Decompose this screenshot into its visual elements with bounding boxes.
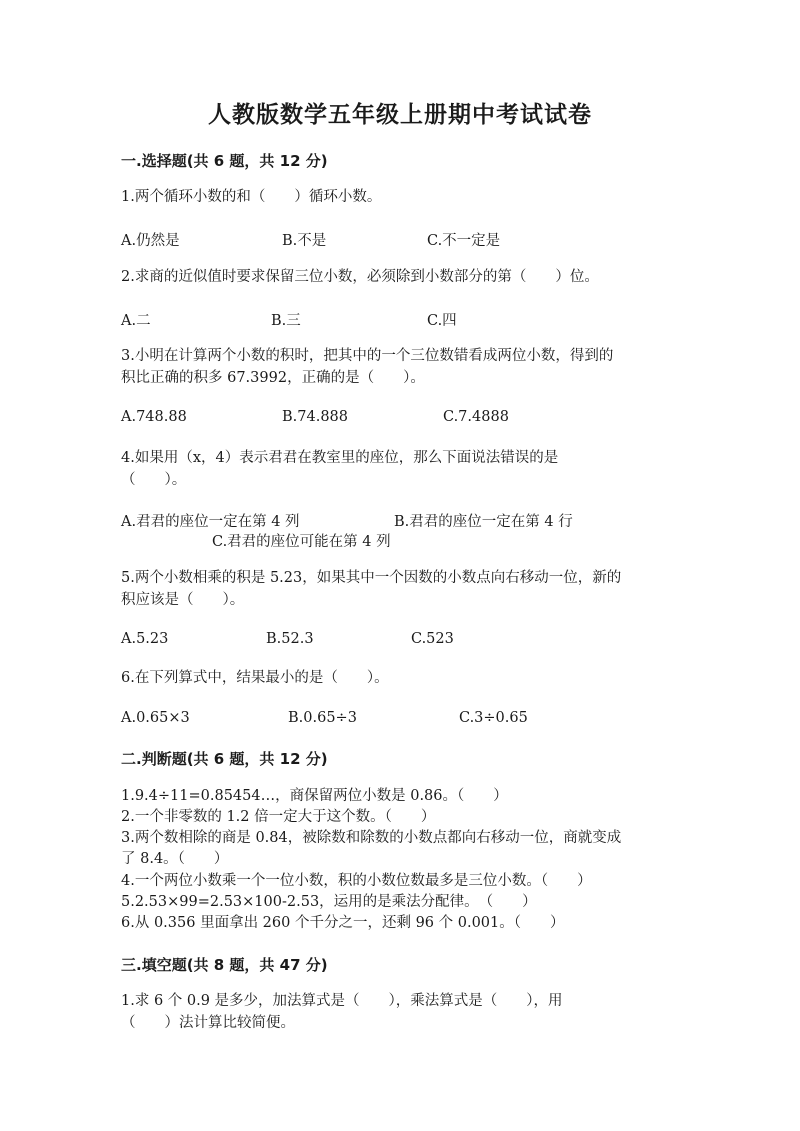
question-3-line2: 积比正确的积多 67.3992，正确的是（ ）。 [121, 370, 425, 386]
question-5-line1: 5.两个小数相乘的积是 5.23，如果其中一个因数的小数点向右移动一位，新的 [121, 570, 622, 586]
judgement-item: 3.两个数相除的商是 0.84，被除数和除数的小数点都向右移动一位，商就变成 [121, 830, 622, 846]
judgement-item: 2.一个非零数的 1.2 倍一定大于这个数。（ ） [121, 809, 436, 825]
option-2b: B.三 [271, 313, 301, 329]
option-6a: A.0.65×3 [121, 710, 190, 726]
page-title: 人教版数学五年级上册期中考试试卷 [208, 102, 592, 128]
option-6c: C.3÷0.65 [459, 710, 528, 726]
option-4b: B.君君的座位一定在第 4 行 [394, 514, 573, 530]
judgement-item: 5.2.53×99=2.53×100-2.53，运用的是乘法分配律。 （ ） [121, 894, 537, 910]
judgement-item: 4.一个两位小数乘一个一位小数，积的小数位数最多是三位小数。（ ） [121, 873, 592, 889]
option-5a: A.5.23 [121, 631, 169, 647]
judgement-item: 1.9.4÷11=0.85454…，商保留两位小数是 0.86。（ ） [121, 788, 508, 804]
option-4a: A.君君的座位一定在第 4 列 [121, 514, 300, 530]
fill-question-1-line2: （ ）法计算比较简便。 [121, 1015, 295, 1031]
option-5b: B.52.3 [266, 631, 314, 647]
option-1a: A.仍然是 [121, 233, 180, 249]
question-2: 2.求商的近似值时要求保留三位小数，必须除到小数部分的第（ ）位。 [121, 269, 599, 285]
option-4c: C.君君的座位可能在第 4 列 [212, 534, 391, 550]
question-5-line2: 积应该是（ ）。 [121, 592, 245, 608]
option-3b: B.74.888 [282, 409, 349, 425]
option-2a: A.二 [121, 313, 151, 329]
option-5c: C.523 [411, 631, 454, 647]
option-2c: C.四 [427, 313, 457, 329]
judgement-item: 6.从 0.356 里面拿出 260 个千分之一，还剩 96 个 0.001。（ ） [121, 915, 565, 931]
option-6b: B.0.65÷3 [288, 710, 357, 726]
fill-question-1-line1: 1.求 6 个 0.9 是多少，加法算式是（ ），乘法算式是（ ），用 [121, 993, 563, 1009]
section-heading-choice: 一.选择题(共 6 题，共 12 分) [121, 152, 328, 170]
option-3c: C.7.4888 [443, 409, 509, 425]
question-4-line1: 4.如果用（x，4）表示君君在教室里的座位，那么下面说法错误的是 [121, 450, 559, 466]
question-6: 6.在下列算式中，结果最小的是（ ）。 [121, 670, 389, 686]
option-1c: C.不一定是 [427, 233, 501, 249]
section-heading-fill-blank: 三.填空题(共 8 题，共 47 分) [121, 956, 328, 974]
judgement-item: 了 8.4。（ ） [121, 851, 229, 867]
option-3a: A.748.88 [121, 409, 187, 425]
question-3-line1: 3.小明在计算两个小数的积时，把其中的一个三位数错看成两位小数，得到的 [121, 348, 614, 364]
option-1b: B.不是 [282, 233, 327, 249]
section-heading-judgement: 二.判断题(共 6 题，共 12 分) [121, 750, 328, 768]
question-1: 1.两个循环小数的和（ ）循环小数。 [121, 189, 382, 205]
question-4-line2: （ ）。 [121, 472, 187, 488]
